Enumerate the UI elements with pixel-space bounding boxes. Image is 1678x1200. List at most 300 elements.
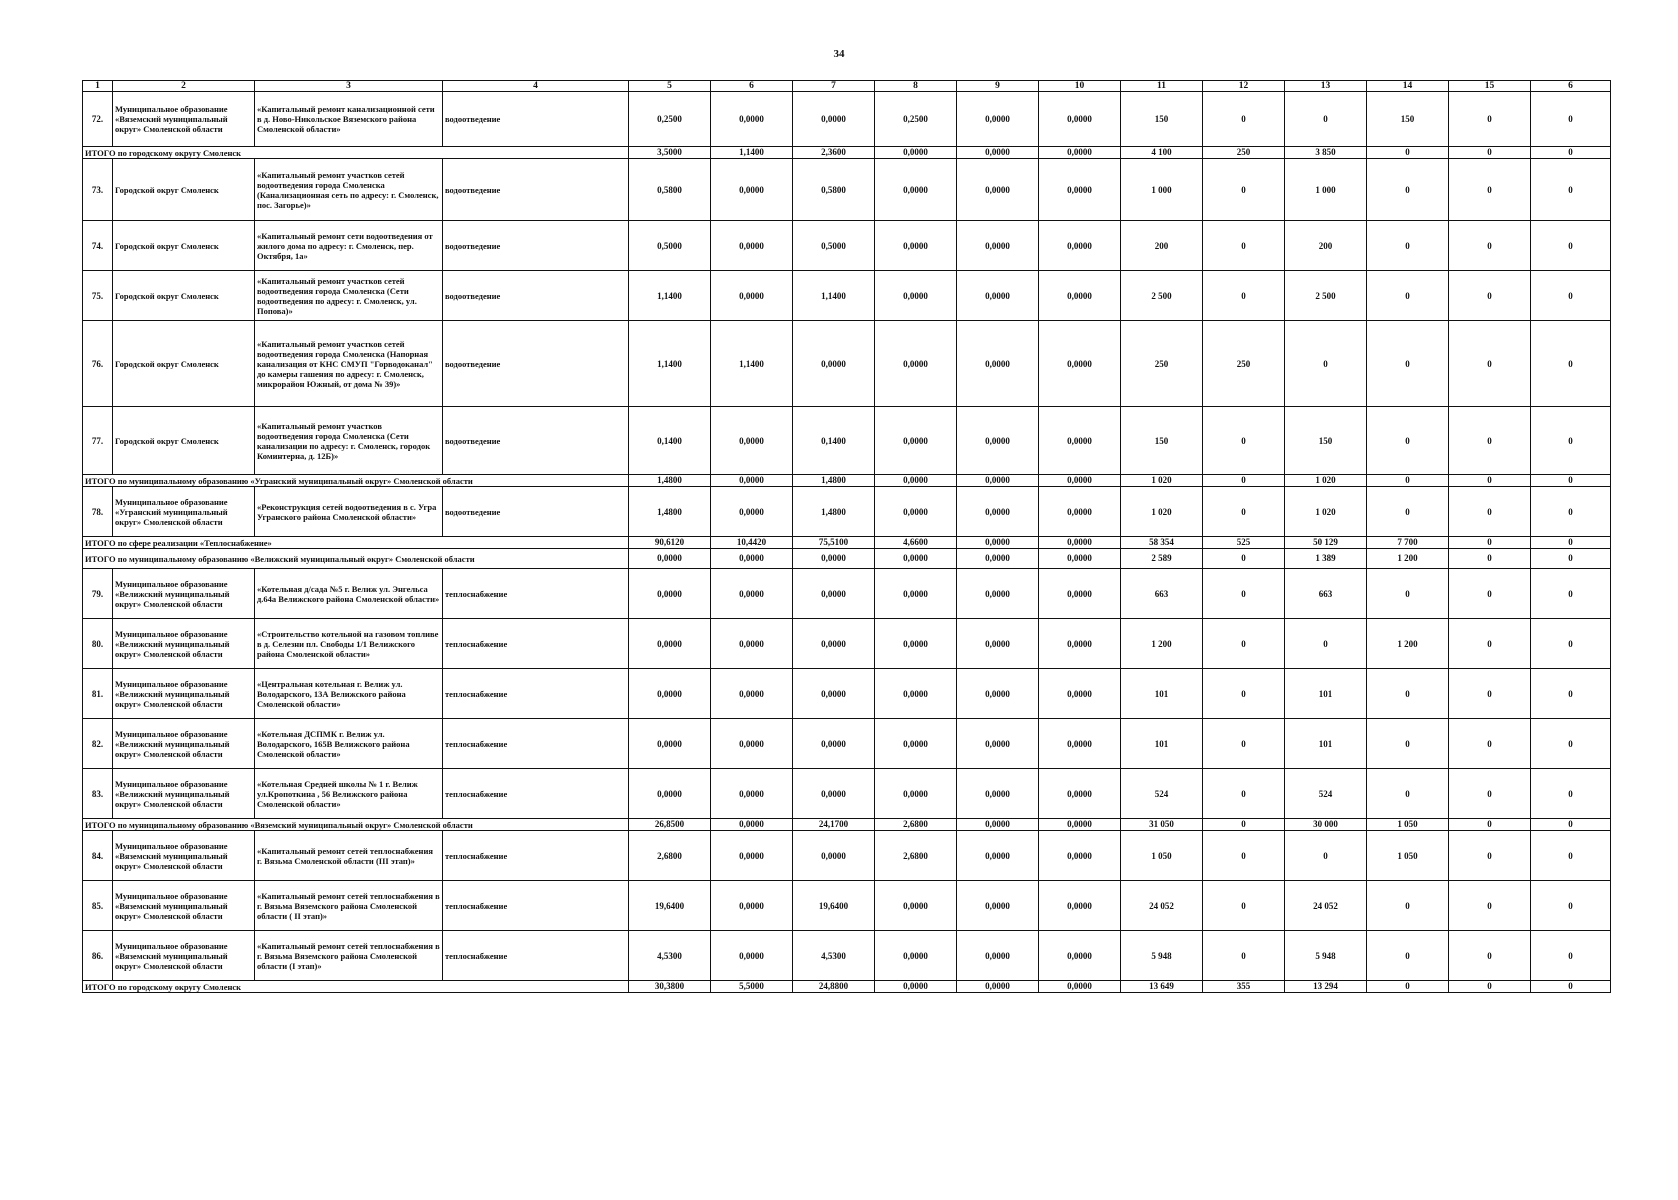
value-cell: 0,0000: [711, 569, 793, 619]
object-cell: «Капитальный ремонт участков сетей водоотведения города Смоленска (Канализационная сеть по адресу: г. Смоленск, пос. Загорье)»: [255, 159, 443, 221]
row-number: 74.: [83, 221, 113, 271]
sector-cell: водоотведение: [443, 92, 629, 147]
value-cell: 0: [1449, 221, 1531, 271]
sector-cell: теплоснабжение: [443, 831, 629, 881]
value-cell: 1,4800: [629, 487, 711, 537]
column-header: 15: [1449, 81, 1531, 92]
column-header: 8: [875, 81, 957, 92]
value-cell: 0,0000: [711, 769, 793, 819]
value-cell: 0,0000: [957, 159, 1039, 221]
object-cell: «Капитальный ремонт сетей теплоснабжения в г. Вязьма Вяземского района Смоленской области ( II этап)»: [255, 881, 443, 931]
value-cell: 1,4800: [793, 487, 875, 537]
value-cell: 0,0000: [875, 271, 957, 321]
row-number: 81.: [83, 669, 113, 719]
value-cell: 0,0000: [793, 831, 875, 881]
value-cell: 0: [1531, 147, 1611, 159]
column-header: 10: [1039, 81, 1121, 92]
value-cell: 0,5800: [629, 159, 711, 221]
total-label: ИТОГО по муниципальному образованию «Угранский муниципальный округ» Смоленской области: [83, 475, 629, 487]
value-cell: 0,0000: [957, 619, 1039, 669]
value-cell: 0,0000: [957, 147, 1039, 159]
value-cell: 101: [1121, 669, 1203, 719]
value-cell: 2,3600: [793, 147, 875, 159]
value-cell: 1,1400: [793, 271, 875, 321]
value-cell: 0,0000: [711, 92, 793, 147]
column-header: 4: [443, 81, 629, 92]
value-cell: 355: [1203, 981, 1285, 993]
value-cell: 0,0000: [957, 719, 1039, 769]
municipality-cell: Муниципальное образование «Вяземский муниципальный округ» Смоленской области: [113, 931, 255, 981]
value-cell: 0,0000: [711, 159, 793, 221]
value-cell: 0,1400: [629, 407, 711, 475]
value-cell: 58 354: [1121, 537, 1203, 549]
value-cell: 0: [1203, 271, 1285, 321]
sector-cell: водоотведение: [443, 487, 629, 537]
value-cell: 3,5000: [629, 147, 711, 159]
total-label: ИТОГО по муниципальному образованию «Вяземский муниципальный округ» Смоленской области: [83, 819, 629, 831]
value-cell: 0,0000: [1039, 619, 1121, 669]
value-cell: 0: [1367, 669, 1449, 719]
value-cell: 1 200: [1367, 549, 1449, 569]
municipality-cell: Муниципальное образование «Велижский муниципальный округ» Смоленской области: [113, 669, 255, 719]
value-cell: 0,0000: [957, 475, 1039, 487]
value-cell: 0: [1449, 719, 1531, 769]
value-cell: 0,0000: [1039, 549, 1121, 569]
value-cell: 24,8800: [793, 981, 875, 993]
value-cell: 0: [1531, 321, 1611, 407]
value-cell: 0,0000: [875, 221, 957, 271]
sector-cell: водоотведение: [443, 407, 629, 475]
value-cell: 13 294: [1285, 981, 1367, 993]
row-number: 79.: [83, 569, 113, 619]
value-cell: 0,0000: [793, 769, 875, 819]
value-cell: 0,0000: [1039, 769, 1121, 819]
value-cell: 1,1400: [711, 321, 793, 407]
total-label: ИТОГО по муниципальному образованию «Велижский муниципальный округ» Смоленской области: [83, 549, 629, 569]
value-cell: 5 948: [1121, 931, 1203, 981]
value-cell: 0,0000: [1039, 569, 1121, 619]
value-cell: 0,2500: [875, 92, 957, 147]
value-cell: 0: [1203, 769, 1285, 819]
value-cell: 1 200: [1367, 619, 1449, 669]
value-cell: 0: [1449, 931, 1531, 981]
value-cell: 0: [1531, 669, 1611, 719]
value-cell: 0: [1203, 819, 1285, 831]
value-cell: 0: [1285, 92, 1367, 147]
value-cell: 101: [1121, 719, 1203, 769]
value-cell: 50 129: [1285, 537, 1367, 549]
row-number: 83.: [83, 769, 113, 819]
value-cell: 0: [1285, 831, 1367, 881]
value-cell: 0,0000: [1039, 271, 1121, 321]
value-cell: 0,0000: [629, 769, 711, 819]
column-header: 14: [1367, 81, 1449, 92]
value-cell: 0,0000: [957, 769, 1039, 819]
value-cell: 0,0000: [629, 719, 711, 769]
column-header: 7: [793, 81, 875, 92]
budget-table: [82, 80, 1611, 993]
table-row: [83, 159, 1611, 221]
municipality-cell: Городской округ Смоленск: [113, 321, 255, 407]
table-row: [83, 221, 1611, 271]
value-cell: 2,6800: [629, 831, 711, 881]
municipality-cell: Городской округ Смоленск: [113, 271, 255, 321]
value-cell: 0,0000: [1039, 221, 1121, 271]
value-cell: 0: [1367, 719, 1449, 769]
value-cell: 0,0000: [1039, 819, 1121, 831]
value-cell: 0,0000: [711, 407, 793, 475]
value-cell: 0: [1531, 92, 1611, 147]
value-cell: 525: [1203, 537, 1285, 549]
value-cell: 2,6800: [875, 819, 957, 831]
value-cell: 0: [1203, 619, 1285, 669]
row-number: 72.: [83, 92, 113, 147]
municipality-cell: Муниципальное образование «Вяземский муниципальный округ» Смоленской области: [113, 881, 255, 931]
value-cell: 0,0000: [875, 475, 957, 487]
value-cell: 0,0000: [793, 549, 875, 569]
value-cell: 0,0000: [711, 819, 793, 831]
object-cell: «Строительство котельной на газовом топливе в д. Селезни пл. Свободы 1/1 Велижского района Смоленской области»: [255, 619, 443, 669]
row-number: 75.: [83, 271, 113, 321]
object-cell: «Реконструкция сетей водоотведения в с. Угра Угранского района Смоленской области»: [255, 487, 443, 537]
value-cell: 0: [1449, 819, 1531, 831]
value-cell: 1 050: [1367, 819, 1449, 831]
value-cell: 0,0000: [1039, 147, 1121, 159]
value-cell: 0: [1449, 831, 1531, 881]
value-cell: 0: [1531, 831, 1611, 881]
value-cell: 0: [1449, 321, 1531, 407]
value-cell: 0,0000: [957, 981, 1039, 993]
value-cell: 0,0000: [711, 719, 793, 769]
total-row: [83, 981, 1611, 993]
value-cell: 0,0000: [793, 321, 875, 407]
municipality-cell: Муниципальное образование «Велижский муниципальный округ» Смоленской области: [113, 719, 255, 769]
table-row: [83, 407, 1611, 475]
value-cell: 0,0000: [711, 221, 793, 271]
row-number: 84.: [83, 831, 113, 881]
table-row: [83, 569, 1611, 619]
value-cell: 524: [1121, 769, 1203, 819]
value-cell: 90,6120: [629, 537, 711, 549]
value-cell: 0: [1531, 487, 1611, 537]
table-row: [83, 881, 1611, 931]
value-cell: 0,0000: [957, 569, 1039, 619]
value-cell: 0: [1367, 769, 1449, 819]
value-cell: 0: [1531, 619, 1611, 669]
value-cell: 0,2500: [629, 92, 711, 147]
value-cell: 31 050: [1121, 819, 1203, 831]
sector-cell: теплоснабжение: [443, 769, 629, 819]
value-cell: 0: [1531, 881, 1611, 931]
value-cell: 0: [1449, 619, 1531, 669]
value-cell: 0,0000: [793, 619, 875, 669]
value-cell: 0,0000: [1039, 931, 1121, 981]
value-cell: 0,0000: [875, 407, 957, 475]
value-cell: 0,0000: [793, 719, 875, 769]
municipality-cell: Муниципальное образование «Велижский муниципальный округ» Смоленской области: [113, 569, 255, 619]
total-row: [83, 819, 1611, 831]
column-header: 12: [1203, 81, 1285, 92]
value-cell: 1 000: [1285, 159, 1367, 221]
municipality-cell: Городской округ Смоленск: [113, 221, 255, 271]
column-header: 13: [1285, 81, 1367, 92]
column-header: 9: [957, 81, 1039, 92]
value-cell: 0,0000: [957, 321, 1039, 407]
value-cell: 0: [1203, 719, 1285, 769]
value-cell: 0: [1367, 981, 1449, 993]
value-cell: 0,0000: [1039, 981, 1121, 993]
municipality-cell: Муниципальное образование «Угранский муниципальный округ» Смоленской области: [113, 487, 255, 537]
value-cell: 150: [1121, 92, 1203, 147]
value-cell: 0,0000: [1039, 159, 1121, 221]
row-number: 73.: [83, 159, 113, 221]
row-number: 86.: [83, 931, 113, 981]
value-cell: 0,0000: [957, 221, 1039, 271]
value-cell: 0: [1367, 569, 1449, 619]
value-cell: 1 050: [1367, 831, 1449, 881]
value-cell: 1 050: [1121, 831, 1203, 881]
value-cell: 200: [1285, 221, 1367, 271]
value-cell: 0: [1367, 407, 1449, 475]
value-cell: 0,0000: [711, 619, 793, 669]
value-cell: 1 020: [1285, 487, 1367, 537]
sector-cell: водоотведение: [443, 271, 629, 321]
row-number: 80.: [83, 619, 113, 669]
page-number: 34: [833, 48, 845, 60]
municipality-cell: Городской округ Смоленск: [113, 159, 255, 221]
value-cell: 0: [1367, 881, 1449, 931]
value-cell: 1,4800: [793, 475, 875, 487]
value-cell: 0: [1367, 221, 1449, 271]
value-cell: 0,0000: [875, 981, 957, 993]
object-cell: «Капитальный ремонт сети водоотведения от жилого дома по адресу: г. Смоленск, пер. Октября, 1а»: [255, 221, 443, 271]
value-cell: 101: [1285, 719, 1367, 769]
value-cell: 0,0000: [711, 881, 793, 931]
value-cell: 0: [1449, 981, 1531, 993]
value-cell: 0: [1449, 487, 1531, 537]
municipality-cell: Муниципальное образование «Вяземский муниципальный округ» Смоленской области: [113, 831, 255, 881]
value-cell: 150: [1285, 407, 1367, 475]
value-cell: 0,0000: [793, 92, 875, 147]
row-number: 76.: [83, 321, 113, 407]
value-cell: 0: [1203, 92, 1285, 147]
value-cell: 0,0000: [875, 487, 957, 537]
value-cell: 0,0000: [875, 549, 957, 569]
value-cell: 0: [1203, 407, 1285, 475]
value-cell: 0,0000: [1039, 669, 1121, 719]
value-cell: 0,0000: [1039, 321, 1121, 407]
value-cell: 4,5300: [793, 931, 875, 981]
value-cell: 0: [1367, 147, 1449, 159]
value-cell: 0: [1531, 475, 1611, 487]
value-cell: 0,0000: [1039, 92, 1121, 147]
value-cell: 0: [1531, 159, 1611, 221]
value-cell: 0: [1449, 159, 1531, 221]
total-row: [83, 537, 1611, 549]
value-cell: 0,0000: [957, 537, 1039, 549]
value-cell: 0: [1449, 475, 1531, 487]
value-cell: 1 020: [1121, 475, 1203, 487]
value-cell: 0: [1531, 931, 1611, 981]
value-cell: 1,4800: [629, 475, 711, 487]
municipality-cell: Муниципальное образование «Вяземский муниципальный округ» Смоленской области: [113, 92, 255, 147]
object-cell: «Капитальный ремонт сетей теплоснабжения г. Вязьма Смоленской области (III этап)»: [255, 831, 443, 881]
value-cell: 0: [1367, 159, 1449, 221]
value-cell: 2 589: [1121, 549, 1203, 569]
value-cell: 0: [1203, 881, 1285, 931]
value-cell: 0,0000: [875, 719, 957, 769]
value-cell: 0,0000: [629, 619, 711, 669]
value-cell: 0,0000: [957, 549, 1039, 569]
value-cell: 0: [1449, 147, 1531, 159]
object-cell: «Капитальный ремонт участков сетей водоотведения города Смоленска (Сети водоотведения по адресу: г. Смоленск, ул. Попова)»: [255, 271, 443, 321]
value-cell: 0,1400: [793, 407, 875, 475]
sector-cell: водоотведение: [443, 159, 629, 221]
table-row: [83, 321, 1611, 407]
total-label: ИТОГО по городскому округу Смоленск: [83, 981, 629, 993]
value-cell: 0: [1285, 321, 1367, 407]
value-cell: 0,0000: [957, 819, 1039, 831]
value-cell: 250: [1121, 321, 1203, 407]
value-cell: 2,6800: [875, 831, 957, 881]
value-cell: 200: [1121, 221, 1203, 271]
value-cell: 0: [1367, 271, 1449, 321]
column-header: 3: [255, 81, 443, 92]
municipality-cell: Городской округ Смоленск: [113, 407, 255, 475]
value-cell: 0,0000: [875, 769, 957, 819]
object-cell: «Котельная Средней школы № 1 г. Велиж ул.Кропоткина , 56 Велижского района Смоленской области»: [255, 769, 443, 819]
value-cell: 0,0000: [793, 569, 875, 619]
row-number: 82.: [83, 719, 113, 769]
municipality-cell: Муниципальное образование «Велижский муниципальный округ» Смоленской области: [113, 619, 255, 669]
value-cell: 0: [1203, 931, 1285, 981]
value-cell: 0,5000: [629, 221, 711, 271]
table-row: [83, 669, 1611, 719]
table-body: [83, 92, 1611, 993]
column-header: 1: [83, 81, 113, 92]
value-cell: 1,1400: [629, 321, 711, 407]
object-cell: «Капитальный ремонт участков сетей водоотведения города Смоленска (Напорная канализация от КНС СМУП "Горводоканал" до камеры гашения по адресу: г. Смоленск, микрорайон Южный, от дома № 39)»: [255, 321, 443, 407]
object-cell: «Котельная д/сада №5 г. Велиж ул. Энгельса д.64а Велижского района Смоленской области»: [255, 569, 443, 619]
value-cell: 7 700: [1367, 537, 1449, 549]
value-cell: 1 020: [1121, 487, 1203, 537]
value-cell: 250: [1203, 147, 1285, 159]
value-cell: 0,0000: [875, 881, 957, 931]
value-cell: 0: [1203, 221, 1285, 271]
object-cell: «Котельная ДСПМК г. Велиж ул. Володарского, 165В Велижского района Смоленской области»: [255, 719, 443, 769]
object-cell: «Капитальный ремонт участков водоотведения города Смоленска (Сети канализации по адресу: г. Смоленск, городок Коминтерна, д. 12Б)»: [255, 407, 443, 475]
value-cell: 0: [1367, 487, 1449, 537]
value-cell: 10,4420: [711, 537, 793, 549]
value-cell: 0: [1449, 537, 1531, 549]
table-row: [83, 619, 1611, 669]
value-cell: 0: [1531, 271, 1611, 321]
value-cell: 0: [1367, 321, 1449, 407]
value-cell: 13 649: [1121, 981, 1203, 993]
value-cell: 1 020: [1285, 475, 1367, 487]
value-cell: 0,0000: [629, 549, 711, 569]
table-row: [83, 769, 1611, 819]
value-cell: 0,0000: [1039, 537, 1121, 549]
value-cell: 150: [1121, 407, 1203, 475]
value-cell: 0,5000: [793, 221, 875, 271]
value-cell: 0,0000: [957, 271, 1039, 321]
value-cell: 1 200: [1121, 619, 1203, 669]
column-header: 2: [113, 81, 255, 92]
value-cell: 24 052: [1121, 881, 1203, 931]
value-cell: 101: [1285, 669, 1367, 719]
table-row: [83, 719, 1611, 769]
sector-cell: теплоснабжение: [443, 619, 629, 669]
value-cell: 0: [1449, 92, 1531, 147]
value-cell: 5 948: [1285, 931, 1367, 981]
value-cell: 0: [1449, 271, 1531, 321]
value-cell: 0,0000: [711, 549, 793, 569]
total-label: ИТОГО по сфере реализации «Теплоснабжение»: [83, 537, 629, 549]
value-cell: 0,0000: [1039, 881, 1121, 931]
value-cell: 0,0000: [1039, 487, 1121, 537]
value-cell: 0: [1203, 549, 1285, 569]
value-cell: 0,0000: [711, 931, 793, 981]
table-row: [83, 271, 1611, 321]
row-number: 78.: [83, 487, 113, 537]
value-cell: 0,0000: [629, 569, 711, 619]
value-cell: 0,5800: [793, 159, 875, 221]
column-header: 6: [1531, 81, 1611, 92]
value-cell: 0: [1203, 487, 1285, 537]
value-cell: 663: [1121, 569, 1203, 619]
value-cell: 75,5100: [793, 537, 875, 549]
value-cell: 0,0000: [957, 92, 1039, 147]
value-cell: 30 000: [1285, 819, 1367, 831]
sector-cell: теплоснабжение: [443, 931, 629, 981]
row-number: 77.: [83, 407, 113, 475]
table-row: [83, 831, 1611, 881]
value-cell: 19,6400: [793, 881, 875, 931]
value-cell: 0,0000: [957, 669, 1039, 719]
value-cell: 3 850: [1285, 147, 1367, 159]
value-cell: 0: [1203, 669, 1285, 719]
value-cell: 0,0000: [875, 619, 957, 669]
value-cell: 0: [1203, 569, 1285, 619]
value-cell: 0: [1531, 407, 1611, 475]
value-cell: 0: [1531, 537, 1611, 549]
value-cell: 0,0000: [1039, 831, 1121, 881]
value-cell: 0: [1531, 549, 1611, 569]
table-row: [83, 931, 1611, 981]
row-number: 85.: [83, 881, 113, 931]
sector-cell: водоотведение: [443, 221, 629, 271]
column-header: 6: [711, 81, 793, 92]
sector-cell: водоотведение: [443, 321, 629, 407]
value-cell: 4,6600: [875, 537, 957, 549]
value-cell: 0: [1449, 769, 1531, 819]
value-cell: 0,0000: [711, 669, 793, 719]
value-cell: 2 500: [1285, 271, 1367, 321]
value-cell: 0: [1531, 569, 1611, 619]
value-cell: 0: [1449, 569, 1531, 619]
value-cell: 24,1700: [793, 819, 875, 831]
header-row: [83, 81, 1611, 92]
value-cell: 0,0000: [957, 407, 1039, 475]
value-cell: 0: [1449, 669, 1531, 719]
value-cell: 0,0000: [957, 881, 1039, 931]
value-cell: 0: [1203, 475, 1285, 487]
value-cell: 0: [1531, 221, 1611, 271]
sector-cell: теплоснабжение: [443, 669, 629, 719]
value-cell: 0,0000: [875, 931, 957, 981]
value-cell: 0,0000: [711, 487, 793, 537]
